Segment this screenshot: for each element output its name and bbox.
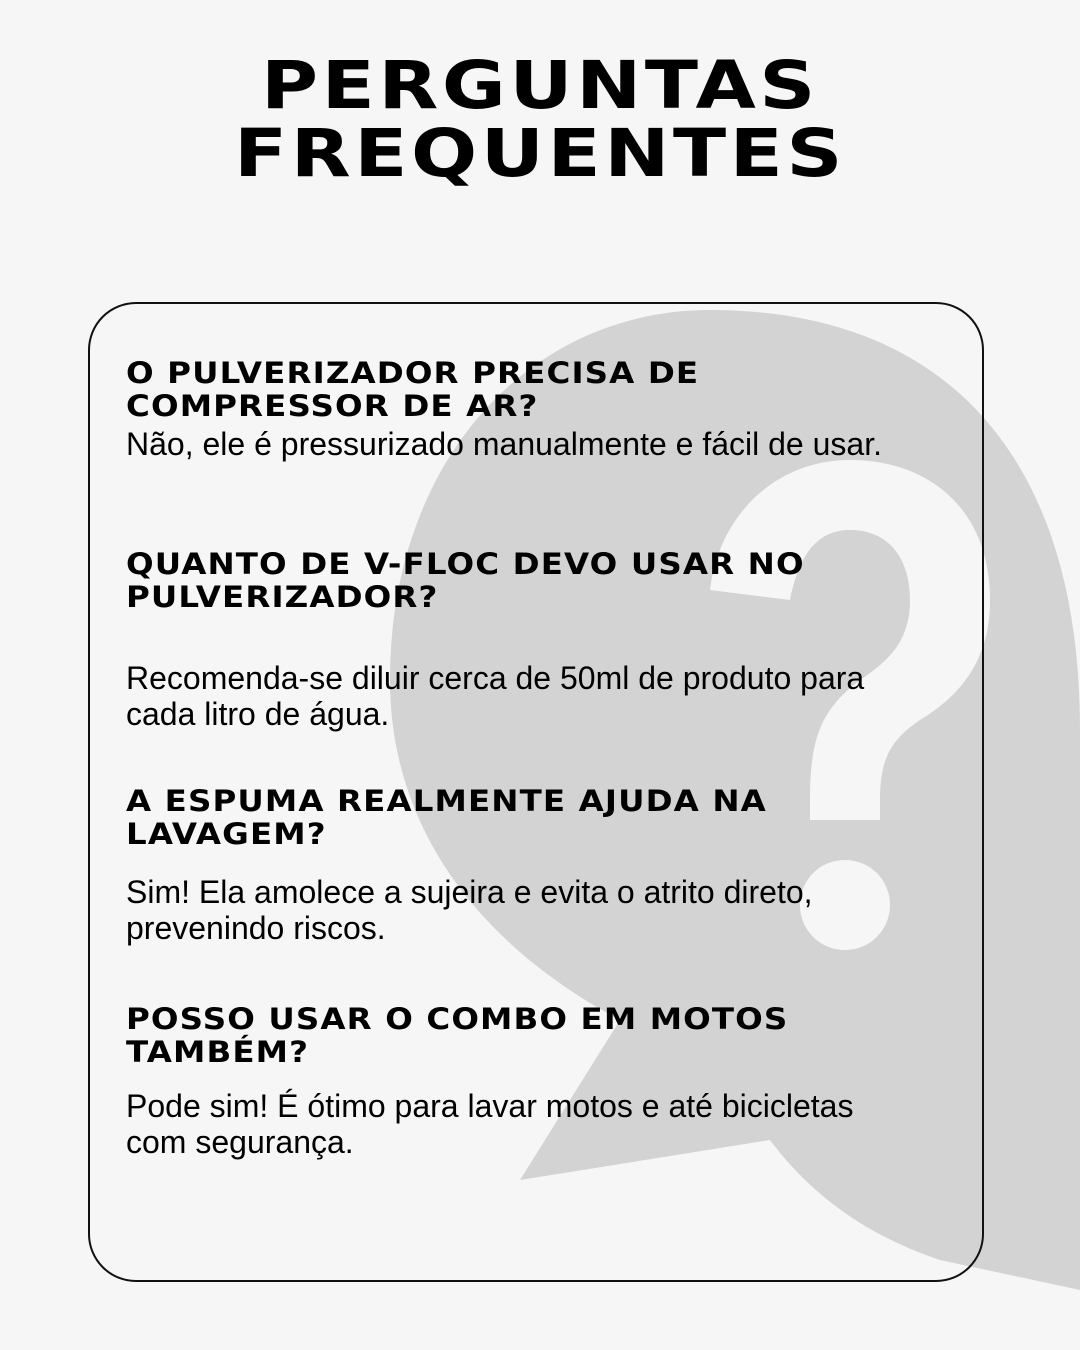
faq-question-2-line-2: PULVERIZADOR?: [126, 580, 439, 614]
page-title-line-2: FREQUENTES: [233, 115, 847, 192]
page-title-line-1: PERGUNTAS: [261, 47, 819, 124]
faq-answer-4-line-1: Pode sim! É ótimo para lavar motos e até bicicletas: [126, 1088, 854, 1124]
faq-question-3: [126, 785, 767, 851]
faq-answer-1: [126, 426, 882, 462]
faq-question-2-line-1: QUANTO DE V-FLOC DEVO USAR NO: [126, 547, 805, 581]
faq-answer-2-line-2: cada litro de água.: [126, 696, 390, 732]
faq-answer-2-line-1: Recomenda-se diluir cerca de 50ml de produto para: [126, 660, 865, 696]
faq-question-1-line-1: O PULVERIZADOR PRECISA DE: [126, 356, 700, 390]
faq-question-4-line-2: TAMBÉM?: [126, 1035, 310, 1069]
faq-question-3-line-1: A ESPUMA REALMENTE AJUDA NA: [126, 784, 767, 818]
faq-question-3-line-2: LAVAGEM?: [126, 817, 327, 851]
faq-answer-1-line-1: Não, ele é pressurizado manualmente e fácil de usar.: [126, 426, 882, 462]
faq-question-1-line-2: COMPRESSOR DE AR?: [126, 389, 539, 423]
faq-question-4-line-1: POSSO USAR O COMBO EM MOTOS: [126, 1002, 789, 1036]
faq-answer-4: [126, 1088, 853, 1160]
faq-question-1: [126, 357, 699, 423]
faq-question-4: [126, 1003, 788, 1069]
faq-answer-2: [126, 660, 864, 732]
faq-answer-3-line-1: Sim! Ela amolece a sujeira e evita o atrito direto,: [126, 874, 813, 910]
faq-answer-4-line-2: com segurança.: [126, 1124, 354, 1160]
faq-answer-3: [126, 874, 813, 946]
page-title: [0, 47, 1080, 192]
faq-answer-3-line-2: prevenindo riscos.: [126, 910, 386, 946]
faq-question-2: [126, 548, 805, 614]
